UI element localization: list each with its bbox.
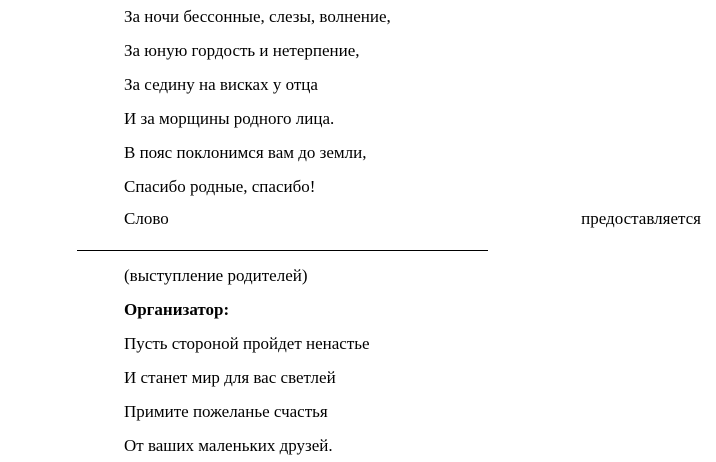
poem-line-2: За юную гордость и нетерпение, [124, 41, 360, 60]
organizer-line-1: Пусть стороной пройдет ненастье [124, 334, 370, 353]
parents-note: (выступление родителей) [124, 266, 308, 285]
blank-underline [77, 250, 488, 251]
slovo-word: Слово [124, 209, 169, 228]
organizer-line-3: Примите пожеланье счастья [124, 402, 328, 421]
poem-line-4: И за морщины родного лица. [124, 109, 335, 128]
organizer-line-2: И станет мир для вас светлей [124, 368, 336, 387]
organizer-line-4: От ваших маленьких друзей. [124, 436, 333, 455]
poem-line-3: За седину на висках у отца [124, 75, 318, 94]
poem-line-5: В пояс поклонимся вам до земли, [124, 143, 367, 162]
predostavlyaetsya-word: предоставляется [581, 209, 701, 228]
poem-line-1: За ночи бессонные, слезы, волнение, [124, 7, 391, 26]
organizer-label: Организатор: [124, 300, 230, 319]
poem-line-6: Спасибо родные, спасибо! [124, 177, 316, 196]
